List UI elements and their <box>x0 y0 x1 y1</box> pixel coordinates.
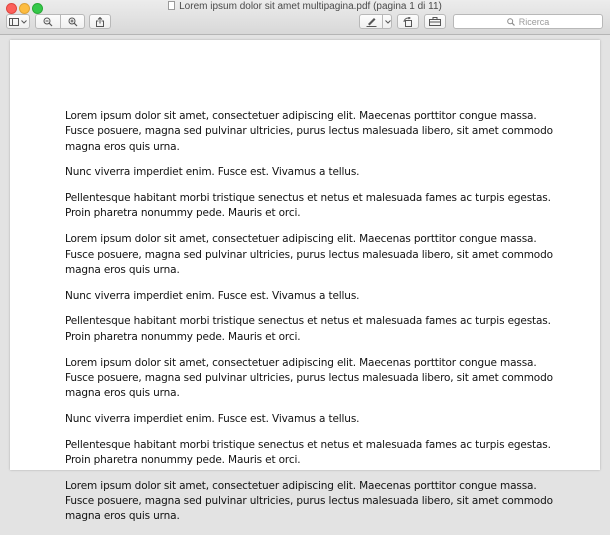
pdf-document-icon <box>168 1 175 10</box>
search-placeholder: Ricerca <box>518 16 550 27</box>
search-input[interactable] <box>453 14 603 29</box>
sidebar-icon <box>9 18 19 26</box>
markup-dropdown-button[interactable] <box>383 15 392 28</box>
rotate-button[interactable] <box>397 14 419 29</box>
chevron-down-icon <box>385 20 391 24</box>
toolbox-icon <box>429 17 441 26</box>
paragraph: Lorem ipsum dolor sit amet, consectetuer adipiscing elit. Maecenas porttitor congue massa. Fusce posuere, magna sed pulvinar ultricies, purus lectus malesuada libero, sit amet commodo magna eros quis urna. <box>65 479 553 523</box>
window-title: Lorem ipsum dolor sit amet multipagina.pdf (pagina 1 di 11) <box>179 1 442 12</box>
paragraph: Lorem ipsum dolor sit amet, consectetuer adipiscing elit. Maecenas porttitor congue massa. Fusce posuere, magna sed pulvinar ultricies, purus lectus malesuada libero, sit amet commodo magna eros quis urna. <box>65 233 553 276</box>
zoom-in-icon <box>68 17 78 27</box>
zoom-out-button[interactable] <box>36 15 60 28</box>
paragraph: Nunc viverra imperdiet enim. Fusce est. Vivamus a tellus. <box>65 289 360 302</box>
sidebar-view-button[interactable] <box>6 14 30 29</box>
page-content <box>65 109 565 535</box>
markup-pen-button[interactable] <box>360 15 382 28</box>
share-icon <box>96 17 104 27</box>
pen-markup-icon <box>366 17 377 27</box>
toolbox-button[interactable] <box>424 14 446 29</box>
zoom-in-button[interactable] <box>61 15 85 28</box>
window-titlebar <box>0 0 610 35</box>
search-icon <box>507 18 515 26</box>
paragraph: Pellentesque habitant morbi tristique senectus et netus et malesuada fames ac turpis egestas. Proin pharetra nonummy pede. Mauris et orci. <box>65 438 551 467</box>
markup-control <box>359 14 392 29</box>
paragraph: Lorem ipsum dolor sit amet, consectetuer adipiscing elit. Maecenas porttitor congue massa. Fusce posuere, magna sed pulvinar ultricies, purus lectus malesuada libero, sit amet commodo magna eros quis urna. <box>65 110 553 153</box>
zoom-control <box>35 14 85 29</box>
paragraph: Lorem ipsum dolor sit amet, consectetuer adipiscing elit. Maecenas porttitor congue massa. Fusce posuere, magna sed pulvinar ultricies, purus lectus malesuada libero, sit amet commodo magna eros quis urna. <box>65 356 553 400</box>
pdf-page <box>10 40 600 523</box>
document-viewport[interactable] <box>0 35 610 523</box>
paragraph: Nunc viverra imperdiet enim. Fusce est. Vivamus a tellus. <box>65 412 360 425</box>
paragraph: Nunc viverra imperdiet enim. Fusce est. Vivamus a tellus. <box>65 166 360 179</box>
rotate-icon <box>403 17 413 27</box>
zoom-out-icon <box>43 17 53 27</box>
chevron-down-icon <box>21 20 27 24</box>
paragraph: Pellentesque habitant morbi tristique senectus et netus et malesuada fames ac turpis egestas. Proin pharetra nonummy pede. Mauris et orci. <box>65 192 551 220</box>
share-button[interactable] <box>89 14 111 29</box>
paragraph: Pellentesque habitant morbi tristique senectus et netus et malesuada fames ac turpis egestas. Proin pharetra nonummy pede. Mauris et orci. <box>65 315 551 343</box>
window-title-container <box>0 1 610 13</box>
